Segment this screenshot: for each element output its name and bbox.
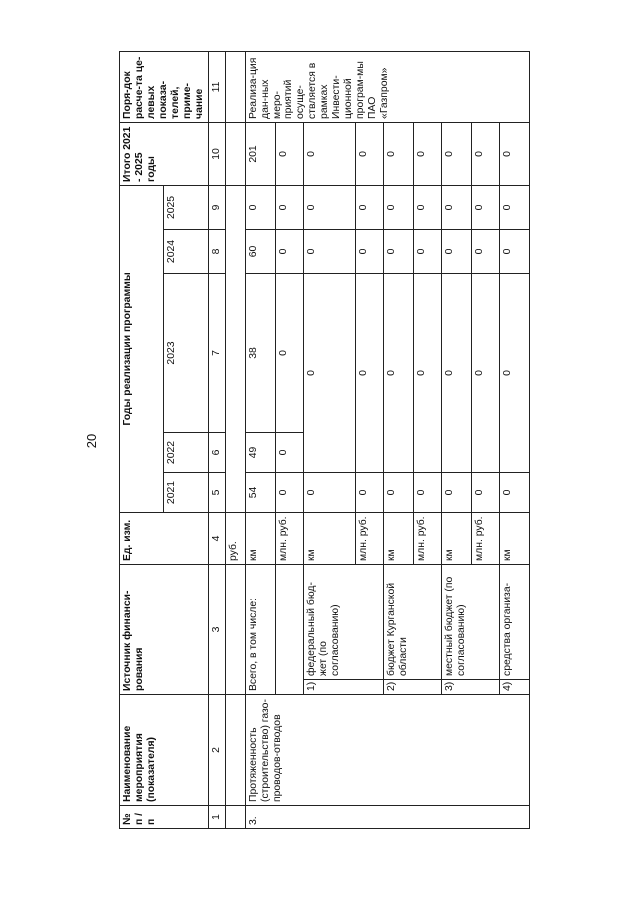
value-2024: 0 <box>499 230 529 274</box>
table-row <box>245 51 275 828</box>
column-index: 6 <box>208 433 225 473</box>
value-2025: 0 <box>499 185 529 229</box>
value-2025: 0 <box>471 185 499 229</box>
continuation-row <box>225 51 245 828</box>
value-2022-2023: 0 <box>441 274 471 473</box>
column-index: 4 <box>208 513 225 565</box>
source-cell: Всего, в том числе: <box>245 565 275 695</box>
header-order: Поря-док расче-та це-левых показа-телей, приме-чание <box>120 51 209 122</box>
source-cell: средства организа- <box>499 565 529 680</box>
value-2022-2023: 0 <box>383 274 413 473</box>
value-total: 0 <box>303 122 355 185</box>
value-2022: 0 <box>275 433 303 473</box>
source-cell: местный бюджет (по согласованию) <box>441 565 499 680</box>
value-2021: 0 <box>303 473 355 513</box>
source-index: 3) <box>441 680 499 695</box>
value-2021: 0 <box>383 473 413 513</box>
value-2023: 38 <box>245 274 275 433</box>
value-2024: 0 <box>471 230 499 274</box>
value-2022-2023: 0 <box>499 274 529 473</box>
header-total: Итого 2021 - 2025 годы <box>120 122 209 185</box>
unit-cell: км <box>499 513 529 565</box>
program-table-wrapper <box>119 52 513 829</box>
value-2022-2023: 0 <box>303 274 355 473</box>
column-index: 2 <box>208 695 225 806</box>
source-index: 1) <box>303 680 383 695</box>
source-index: 4) <box>499 680 529 695</box>
header-unit: Ед. изм. <box>120 513 209 565</box>
value-total: 0 <box>499 122 529 185</box>
page-number: 20 <box>84 433 99 449</box>
column-index: 10 <box>208 122 225 185</box>
block-body <box>245 51 529 828</box>
value-2022-2023: 0 <box>413 274 441 473</box>
value-2024: 0 <box>383 230 413 274</box>
unit-cell: км <box>303 513 355 565</box>
value-2021: 0 <box>355 473 383 513</box>
value-2021: 54 <box>245 473 275 513</box>
value-2024: 0 <box>413 230 441 274</box>
column-index: 7 <box>208 274 225 433</box>
value-2021: 0 <box>471 473 499 513</box>
header-year: 2024 <box>164 230 208 274</box>
value-2021: 0 <box>441 473 471 513</box>
value-total: 201 <box>245 122 275 185</box>
value-2021: 0 <box>499 473 529 513</box>
value-2021: 0 <box>275 473 303 513</box>
header-year: 2021 <box>164 473 208 513</box>
value-2024: 0 <box>355 230 383 274</box>
value-2024: 0 <box>275 230 303 274</box>
unit-cell: млн. руб. <box>355 513 383 565</box>
row-name: Протяженность (строительство) газо-проводов-отводов <box>245 695 529 806</box>
column-index: 8 <box>208 230 225 274</box>
value-2024: 0 <box>303 230 355 274</box>
header-year: 2022 <box>164 433 208 473</box>
unit-cell: млн. руб. <box>471 513 499 565</box>
unit-cell: км <box>245 513 275 565</box>
value-2025: 0 <box>383 185 413 229</box>
source-cell <box>275 565 303 695</box>
value-2023: 0 <box>275 274 303 433</box>
unit-cell: млн. руб. <box>275 513 303 565</box>
value-2021: 0 <box>413 473 441 513</box>
value-2025: 0 <box>275 185 303 229</box>
value-total: 0 <box>413 122 441 185</box>
value-2025: 0 <box>441 185 471 229</box>
source-cell: бюджет Курганской области <box>383 565 441 680</box>
column-index: 9 <box>208 185 225 229</box>
value-2025: 0 <box>303 185 355 229</box>
value-2024: 60 <box>245 230 275 274</box>
value-2022: 49 <box>245 433 275 473</box>
source-cell: федеральный бюд-жет (по согласованию) <box>303 565 383 680</box>
column-index: 3 <box>208 565 225 695</box>
unit-cell: км <box>441 513 471 565</box>
value-2025: 0 <box>245 185 275 229</box>
value-total: 0 <box>441 122 471 185</box>
header-num: № п / п <box>120 806 209 829</box>
value-2024: 0 <box>441 230 471 274</box>
source-index: 2) <box>383 680 441 695</box>
header-row-1 <box>120 51 164 828</box>
column-index-row <box>208 51 225 828</box>
unit-cell: км <box>383 513 413 565</box>
row-num: 3. <box>245 806 529 829</box>
header-name: Наименование мероприятия (показателя) <box>120 695 209 806</box>
unit-cell: руб. <box>225 513 245 565</box>
header-source: Источник финанси-рования <box>120 565 209 695</box>
program-table <box>119 51 530 829</box>
value-total: 0 <box>355 122 383 185</box>
value-total: 0 <box>275 122 303 185</box>
row-note: Реализа-ция дан-ных меро-приятий осуще-ствляется в рамках Инвести-ционной програм-мы ПАО «Газпром» <box>245 51 529 122</box>
column-index: 11 <box>208 51 225 122</box>
header-year: 2023 <box>164 274 208 433</box>
unit-cell: млн. руб. <box>413 513 441 565</box>
value-total: 0 <box>383 122 413 185</box>
value-2025: 0 <box>355 185 383 229</box>
header-year: 2025 <box>164 185 208 229</box>
value-2025: 0 <box>413 185 441 229</box>
header-years-group: Годы реализации программы <box>120 185 164 512</box>
value-2022-2023: 0 <box>471 274 499 473</box>
column-index: 1 <box>208 806 225 829</box>
value-2022-2023: 0 <box>355 274 383 473</box>
column-index: 5 <box>208 473 225 513</box>
value-total: 0 <box>471 122 499 185</box>
